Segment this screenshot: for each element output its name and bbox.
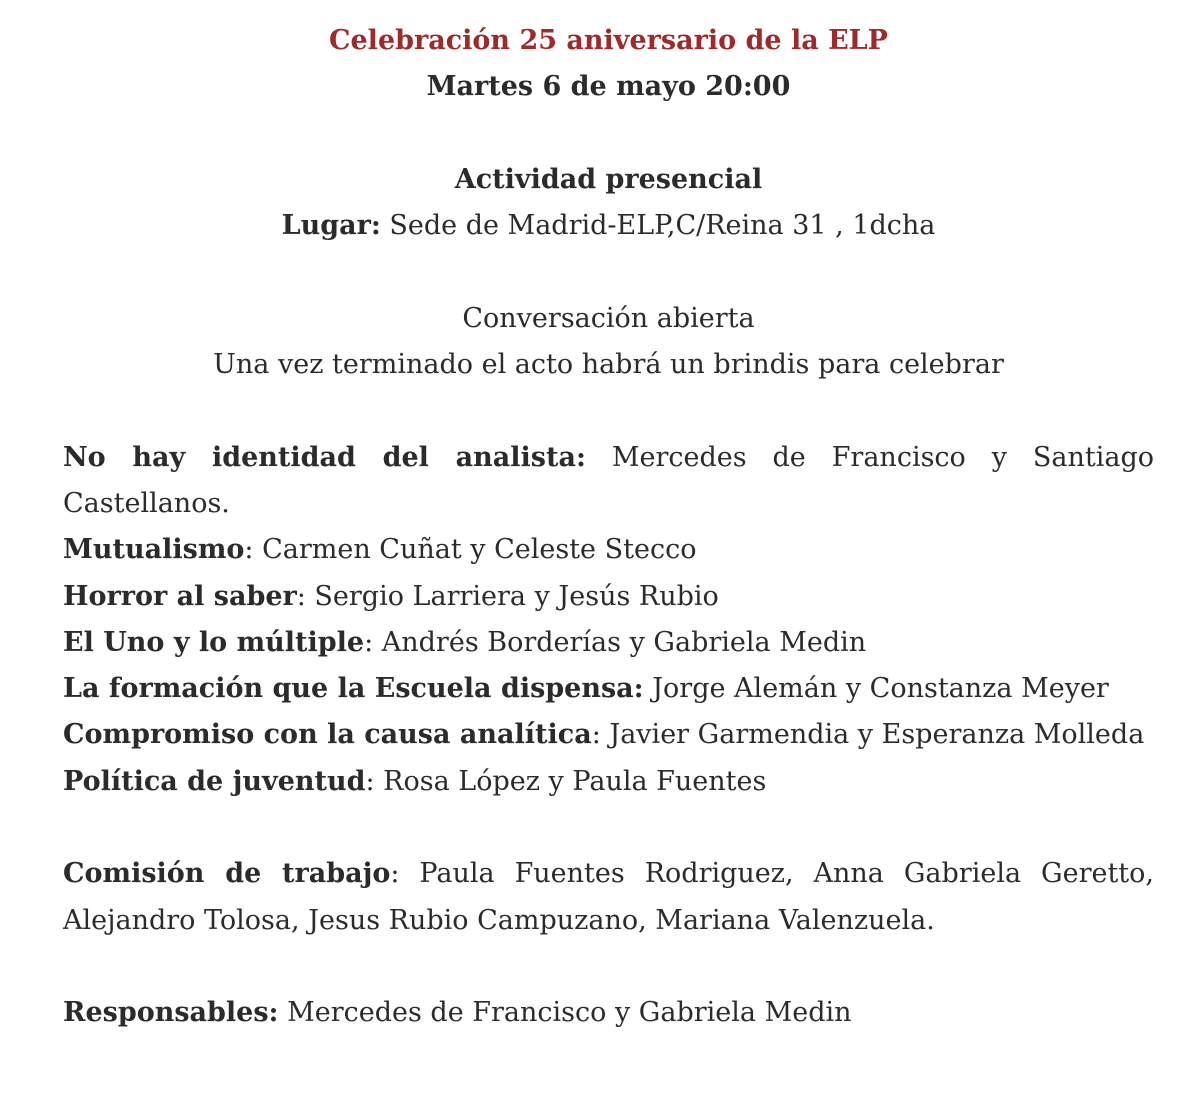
topic-names: : Andrés Borderías y Gabriela Medin	[364, 626, 867, 658]
topic-label: La formación que la Escuela dispensa:	[63, 673, 644, 705]
event-location	[63, 203, 1154, 249]
spacer	[63, 111, 1154, 157]
topic-names: : Javier Garmendia y Esperanza Molleda	[591, 719, 1145, 751]
topic-label: Horror al saber	[63, 580, 297, 612]
event-date: Martes 6 de mayo 20:00	[426, 71, 791, 103]
activity-type: Actividad presencial	[454, 163, 763, 195]
topic-item	[63, 620, 1154, 666]
event-title: Celebración 25 aniversario de la ELP	[329, 25, 888, 56]
topic-label: El Uno y lo múltiple	[63, 626, 365, 658]
topic-label: Mutualismo	[63, 534, 245, 566]
commission-label: Comisión de trabajo	[63, 858, 391, 890]
note-line-2: Una vez terminado el acto habrá un brindis para celebrar	[213, 349, 1004, 381]
spacer	[63, 249, 1154, 295]
spacer	[63, 805, 1154, 851]
topic-item	[63, 435, 1154, 528]
note-line-1: Conversación abierta	[462, 302, 755, 334]
topic-names: Jorge Alemán y Constanza Meyer	[643, 673, 1109, 705]
location-value: Sede de Madrid-ELP,C/Reina 31 , 1dcha	[389, 210, 936, 242]
topic-item	[63, 574, 1154, 620]
location-label: Lugar:	[281, 210, 381, 242]
topic-label: Política de juventud	[63, 765, 366, 797]
topic-names: : Carmen Cuñat y Celeste Stecco	[244, 534, 697, 566]
commission-names: : Paula Fuentes Rodriguez, Anna Gabriela Geretto, Alejandro Tolosa, Jesus Rubio Campuzano, Mariana Valenzuela.	[63, 858, 1154, 936]
responsible-item	[63, 990, 1154, 1036]
topic-names: : Rosa López y Paula Fuentes	[365, 765, 767, 797]
commission-item	[63, 851, 1154, 944]
responsible-label: Responsables:	[63, 997, 279, 1029]
spacer	[63, 944, 1154, 990]
topic-label: No hay identidad del analista:	[63, 441, 586, 473]
topic-item	[63, 527, 1154, 573]
topic-item	[63, 712, 1154, 758]
topic-item	[63, 759, 1154, 805]
topic-names: Mercedes de Francisco y Santiago Castellanos.	[63, 441, 1154, 519]
responsible-names: Mercedes de Francisco y Gabriela Medin	[278, 997, 852, 1029]
topic-label: Compromiso con la causa analítica	[63, 719, 592, 751]
spacer	[63, 388, 1154, 434]
topic-names: : Sergio Larriera y Jesús Rubio	[296, 580, 719, 612]
topic-item	[63, 666, 1154, 712]
